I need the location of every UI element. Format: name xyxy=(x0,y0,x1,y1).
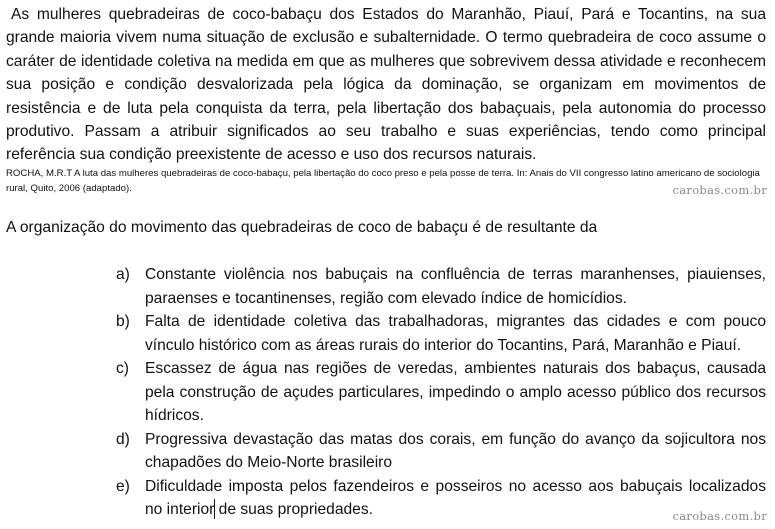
watermark-top: carobas.com.br xyxy=(672,183,767,197)
option-text: Progressiva devastação das matas dos corais, em função do avanço da sojicultora nos chapadões do Meio-Norte brasileiro xyxy=(145,430,766,471)
option-text: Escassez de água nas regiões de veredas, ambientes naturais dos babaçus, causada pela construção de açudes particulares, impedindo o amplo acesso público dos recursos hídricos. xyxy=(145,360,766,424)
answer-options xyxy=(116,263,766,522)
option-c[interactable] xyxy=(116,357,766,428)
option-letter: c) xyxy=(116,360,129,377)
option-letter: a) xyxy=(116,266,130,283)
citation-text: ROCHA, M.R.T A luta das mulheres quebradeiras de coco-babaçu, pela libertação do coco preso e pela posse de terra. In: Anais do VII congresso latino americano de sociologia rural, Quito, 2006 (adaptado). xyxy=(6,168,760,194)
option-b[interactable] xyxy=(116,310,766,357)
option-text-part: de suas propriedades. xyxy=(214,501,373,518)
option-d[interactable] xyxy=(116,428,766,475)
option-a[interactable] xyxy=(116,263,766,310)
option-e[interactable] xyxy=(116,475,766,522)
option-letter: e) xyxy=(116,477,130,495)
option-text: Falta de identidade coletiva das trabalhadoras, migrantes das cidades e com pouco vínculo histórico com as áreas rurais do interior do Tocantins, Pará, Maranhão e Piauí. xyxy=(145,313,766,354)
option-letter: b) xyxy=(116,313,130,330)
question-stem: A organização do movimento das quebradeiras de coco de babaçu é de resultante da xyxy=(6,219,598,236)
passage-text: As mulheres quebradeiras de coco-babaçu dos Estados do Maranhão, Piauí, Pará e Tocantins, na sua grande maioria vivem numa situação de exclusão e subalternidade. O termo quebradeira de coco assume o caráter de identidade coletiva na medida em que as mulheres que sobrevivem dessa atividade e reconhecem sua posição e condição desvalorizada pela lógica da dominação, se organizam em movimentos de resistência e de luta pela conquista da terra, pela libertação dos babaçuais, pela autonomia do processo produtivo. Passam a atribuir significados ao seu trabalho e suas experiências, tendo como principal referência sua condição preexistente de acesso e uso dos recursos naturais. xyxy=(6,6,766,164)
option-letter: d) xyxy=(116,430,130,448)
option-text: Constante violência nos babuçais na confluência de terras maranhenses, piauienses, paraenses e tocantinenses, região com elevado índice de homicídios. xyxy=(145,266,766,307)
watermark-bottom: carobas.com.br xyxy=(672,509,767,523)
option-text-part: Dificuldade imposta pelos fazendeiros e posseiros no acesso aos babuçais localizados no interior xyxy=(145,477,766,518)
